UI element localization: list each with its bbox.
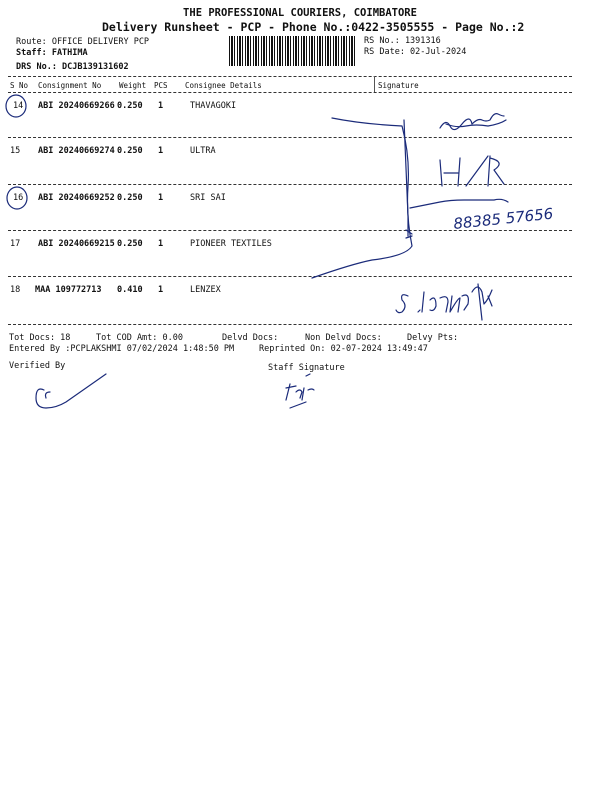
col-header-signature: Signature	[378, 81, 419, 90]
row-consignment: ABI 20240669266	[38, 101, 115, 111]
entered-by: Entered By :PCPLAKSHMI 07/02/2024 1:48:50 PM	[9, 344, 235, 354]
row-consignment: ABI 20240669274	[38, 146, 115, 156]
row-pcs: 1	[158, 193, 164, 203]
signature-mark	[36, 374, 106, 408]
row-consignment: ABI 20240669215	[38, 239, 115, 249]
row-consignment: MAA 109772713	[35, 285, 102, 295]
circle-mark	[6, 95, 26, 117]
delivered-docs: Delvd Docs:	[222, 333, 279, 343]
row-sno: 18	[10, 285, 21, 295]
col-header-sno: S No	[10, 81, 29, 90]
drs-number: DRS No.: DCJB139131602	[16, 62, 129, 72]
company-name: THE PROFESSIONAL COURIERS, COIMBATORE	[183, 7, 417, 19]
row-pcs: 1	[158, 101, 164, 111]
col-header-consignment: Consignment No	[38, 81, 102, 90]
row-consignee: SRI SAI	[190, 193, 226, 203]
row-sno: 16	[13, 193, 24, 203]
staff-signature-label: Staff Signature	[268, 363, 345, 373]
col-header-pcs: PCS	[154, 81, 168, 90]
staff-label: Staff: FATHIMA	[16, 48, 88, 58]
row-weight: 0.410	[117, 285, 143, 295]
circle-mark	[7, 187, 27, 209]
signature-mark	[396, 287, 492, 313]
total-cod-amount: Tot COD Amt: 0.00	[96, 333, 183, 343]
page-title: Delivery Runsheet - PCP - Phone No.:0422-3505555 - Page No.:2	[102, 20, 525, 34]
signature-mark	[286, 374, 314, 400]
row-sno: 15	[10, 146, 21, 156]
bracket-mark	[312, 118, 412, 278]
reprinted-on: Reprinted On: 02-07-2024 13:49:47	[259, 344, 428, 354]
row-weight: 0.250	[117, 193, 143, 203]
row-pcs: 1	[158, 146, 164, 156]
row-consignee: LENZEX	[190, 285, 221, 295]
rs-date: RS Date: 02-Jul-2024	[364, 47, 467, 57]
non-delivered-docs: Non Delvd Docs:	[305, 333, 382, 343]
row-pcs: 1	[158, 239, 164, 249]
delivery-points: Delvy Pts:	[407, 333, 459, 343]
row-weight: 0.250	[117, 239, 143, 249]
row-consignment: ABI 20240669252	[38, 193, 115, 203]
row-sno: 14	[13, 101, 24, 111]
row-weight: 0.250	[117, 146, 143, 156]
row-consignee: THAVAGOKI	[190, 101, 237, 111]
row-weight: 0.250	[117, 101, 143, 111]
rs-number: RS No.: 1391316	[364, 36, 441, 46]
handwritten-phone: 88385 57656	[452, 204, 555, 233]
col-header-consignee: Consignee Details	[185, 81, 262, 90]
row-sno: 17	[10, 239, 21, 249]
total-docs: Tot Docs: 18	[9, 333, 71, 343]
verified-by-label: Verified By	[9, 361, 66, 371]
hr-mark	[440, 156, 504, 186]
route-label: Route: OFFICE DELIVERY PCP	[16, 37, 150, 47]
row-consignee: PIONEER TEXTILES	[190, 239, 272, 249]
row-consignee: ULTRA	[190, 146, 216, 156]
signature-mark	[440, 114, 504, 130]
row-pcs: 1	[158, 285, 164, 295]
col-header-weight: Weight	[119, 81, 147, 90]
